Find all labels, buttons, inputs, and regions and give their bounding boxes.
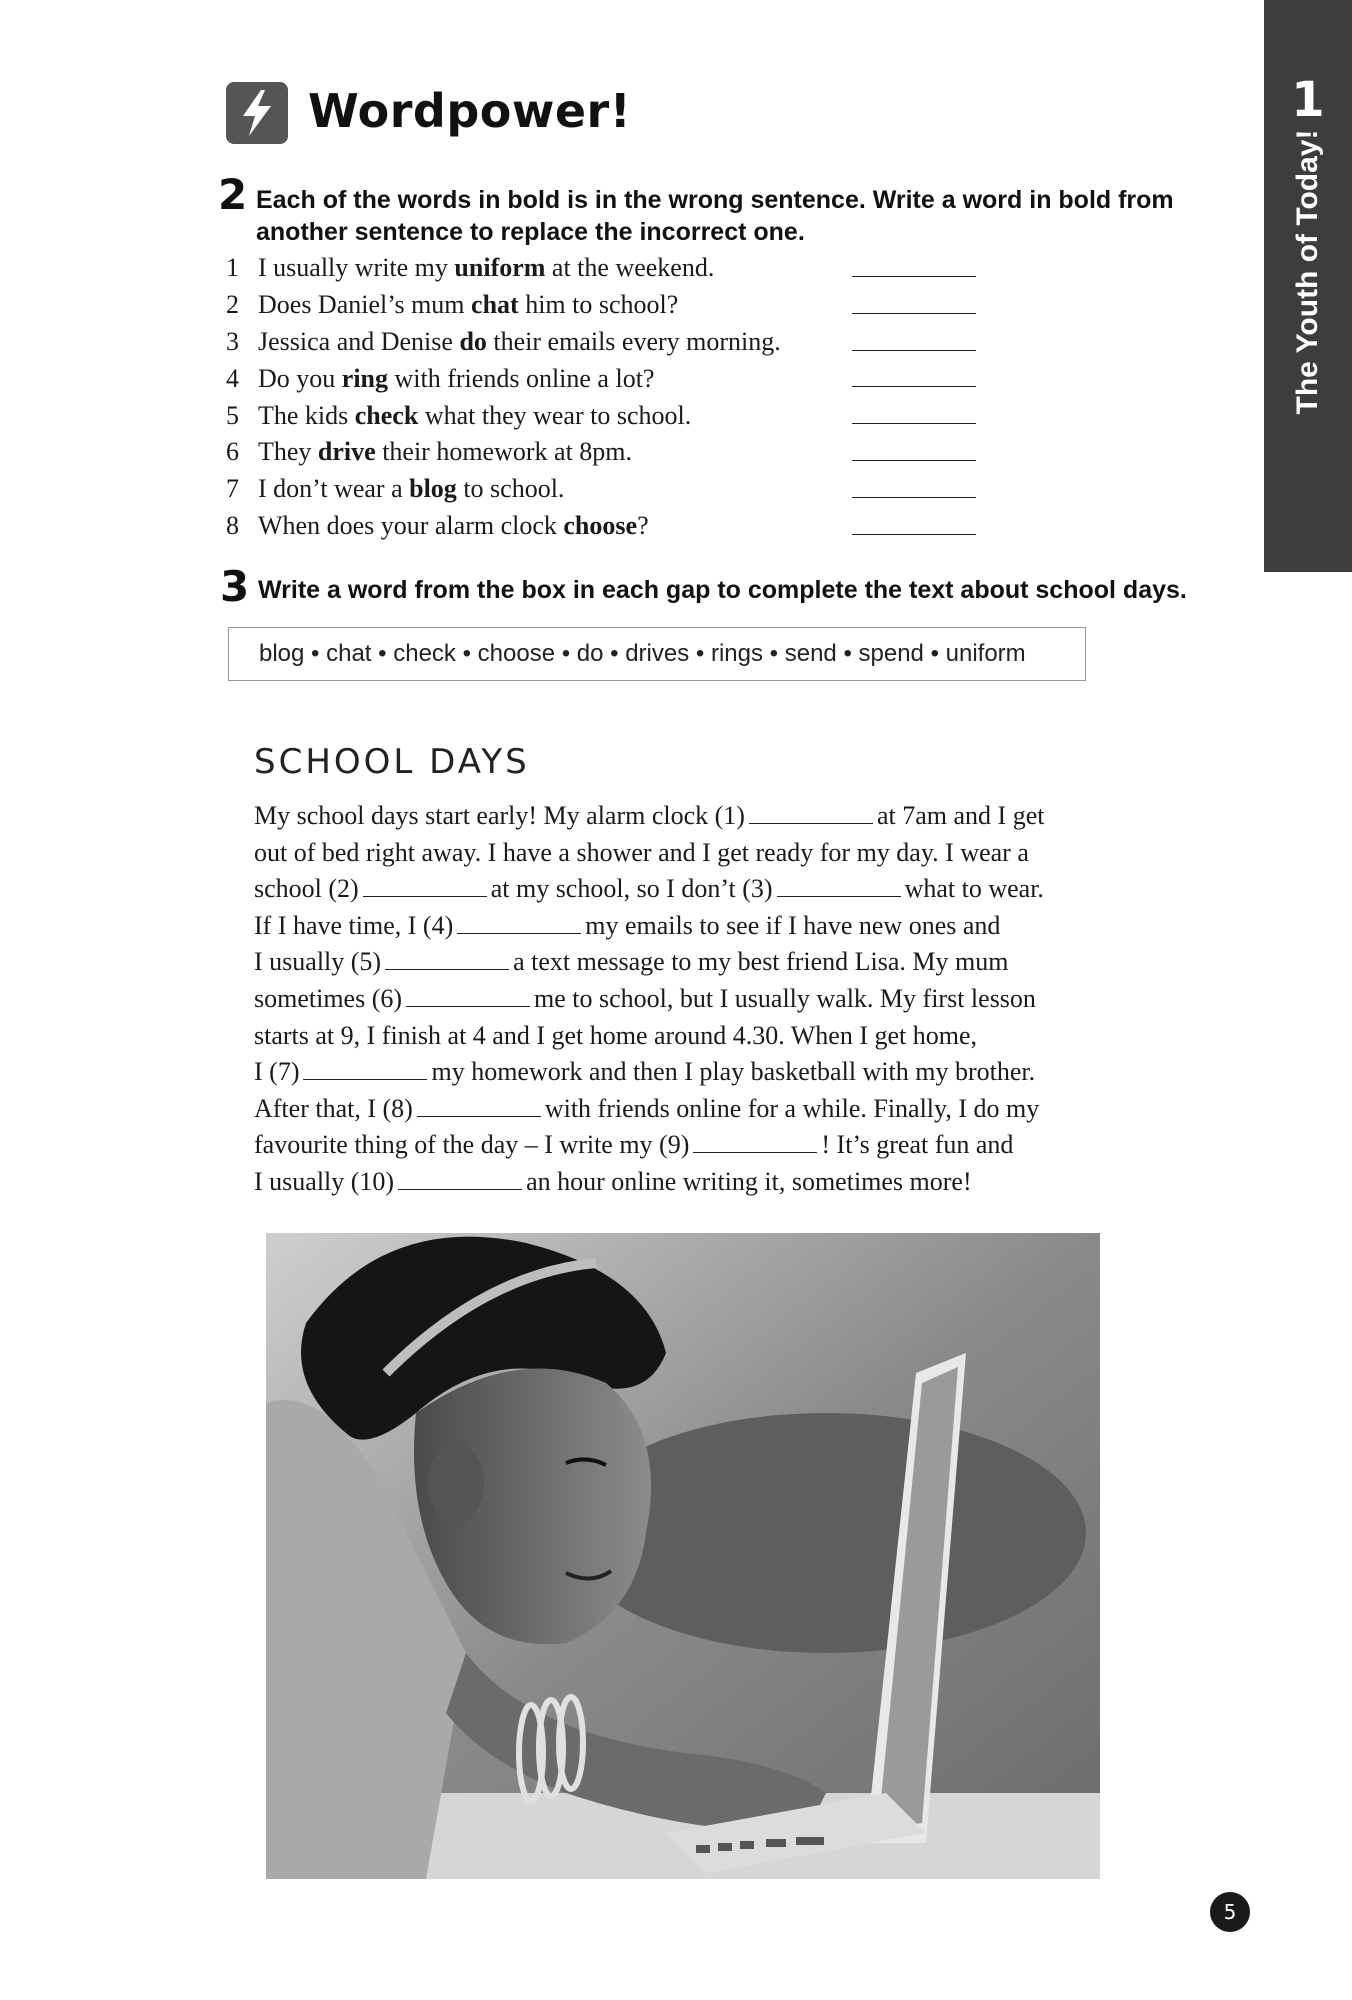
gap-blank-6[interactable] xyxy=(406,988,530,1007)
instruction-line: Each of the words in bold is in the wrong sentence. Write a word in bold from xyxy=(256,186,1174,214)
sentence-list xyxy=(226,250,1006,544)
sentence-item xyxy=(226,434,1006,471)
gap-blank-1[interactable] xyxy=(749,805,873,824)
sentence-number: 2 xyxy=(226,290,239,320)
bold-word: drive xyxy=(317,437,376,467)
sentence-item xyxy=(226,287,1006,324)
bold-word: do xyxy=(459,326,487,356)
bold-word: check xyxy=(354,400,419,430)
answer-blank[interactable] xyxy=(852,460,976,461)
unit-side-tab xyxy=(1264,0,1352,572)
sentence-number: 5 xyxy=(226,400,239,430)
sentence-text: When does your alarm clock choose? xyxy=(258,510,649,540)
unit-title: The Youth of Today! xyxy=(1291,129,1324,415)
text-line: school (2) at my school, so I don’t (3) what to wear. xyxy=(254,874,1044,904)
sentence-text: I don’t wear a blog to school. xyxy=(258,474,565,504)
sentence-item xyxy=(226,471,1006,508)
sentence-item xyxy=(226,360,1006,397)
girl-laptop-photo xyxy=(266,1233,1100,1879)
sentence-number: 1 xyxy=(226,253,239,283)
text-line: sometimes (6) me to school, but I usually walk. My first lesson xyxy=(254,983,1036,1013)
sentence-number: 8 xyxy=(226,510,239,540)
bold-word: choose xyxy=(563,510,638,540)
exercise-number-2: 2 xyxy=(218,170,248,219)
bold-word: chat xyxy=(471,290,519,320)
gap-blank-7[interactable] xyxy=(303,1061,427,1080)
text-line: starts at 9, I finish at 4 and I get home around 4.30. When I get home, xyxy=(254,1020,978,1050)
answer-blank[interactable] xyxy=(852,313,976,314)
text-line: If I have time, I (4) my emails to see if I have new ones and xyxy=(254,910,1001,940)
exercise-number-3: 3 xyxy=(220,562,250,611)
sentence-number: 3 xyxy=(226,326,239,356)
text-line: I (7) my homework and then I play basketball with my brother. xyxy=(254,1057,1036,1087)
sentence-item xyxy=(226,397,1006,434)
text-line: I usually (10) an hour online writing it, sometimes more! xyxy=(254,1166,972,1196)
sentence-item xyxy=(226,250,1006,287)
sentence-text: The kids check what they wear to school. xyxy=(258,400,692,430)
sentence-number: 7 xyxy=(226,474,239,504)
sentence-text: They drive their homework at 8pm. xyxy=(258,437,633,467)
gap-blank-4[interactable] xyxy=(457,915,581,934)
answer-blank[interactable] xyxy=(852,350,976,351)
sentence-item xyxy=(226,324,1006,361)
text-title: SCHOOL DAYS xyxy=(254,742,530,782)
exercise-3-instruction: Write a word from the box in each gap to complete the text about school days. xyxy=(258,576,1187,604)
answer-blank[interactable] xyxy=(852,386,976,387)
sentence-text: Do you ring with friends online a lot? xyxy=(258,363,655,393)
sentence-item xyxy=(226,508,1006,545)
text-line: After that, I (8) with friends online for a while. Finally, I do my xyxy=(254,1093,1040,1123)
bold-word: ring xyxy=(341,363,389,393)
sentence-text: Does Daniel’s mum chat him to school? xyxy=(258,290,679,320)
page-number: 5 xyxy=(1210,1892,1250,1932)
gap-blank-5[interactable] xyxy=(385,951,509,970)
text-line: I usually (5) a text message to my best friend Lisa. My mum xyxy=(254,947,1009,977)
gap-blank-9[interactable] xyxy=(693,1134,817,1153)
text-line: favourite thing of the day – I write my (9) ! It’s great fun and xyxy=(254,1130,1014,1160)
answer-blank[interactable] xyxy=(852,497,976,498)
gap-blank-10[interactable] xyxy=(398,1171,522,1190)
lightning-icon xyxy=(226,82,288,144)
gap-blank-2[interactable] xyxy=(363,878,487,897)
sentence-number: 6 xyxy=(226,437,239,467)
text-line: out of bed right away. I have a shower and I get ready for my day. I wear a xyxy=(254,837,1029,867)
sentence-number: 4 xyxy=(226,363,239,393)
exercise-2-instruction xyxy=(256,184,1174,248)
answer-blank[interactable] xyxy=(852,276,976,277)
gap-blank-3[interactable] xyxy=(777,878,901,897)
instruction-line: another sentence to replace the incorrect one. xyxy=(256,218,805,246)
text-line: My school days start early! My alarm clock (1) at 7am and I get xyxy=(254,801,1045,830)
sentence-text: I usually write my uniform at the weekend. xyxy=(258,253,715,283)
answer-blank[interactable] xyxy=(852,423,976,424)
unit-number: 1 xyxy=(1291,72,1325,128)
gap-blank-8[interactable] xyxy=(417,1098,541,1117)
bold-word: blog xyxy=(409,474,457,504)
bold-word: uniform xyxy=(454,253,546,283)
section-title: Wordpower! xyxy=(308,84,632,138)
gap-fill-text xyxy=(254,798,1094,1201)
answer-blank[interactable] xyxy=(852,534,976,535)
sentence-text: Jessica and Denise do their emails every morning. xyxy=(258,326,781,356)
word-box: blog • chat • check • choose • do • drives • rings • send • spend • uniform xyxy=(228,627,1086,681)
